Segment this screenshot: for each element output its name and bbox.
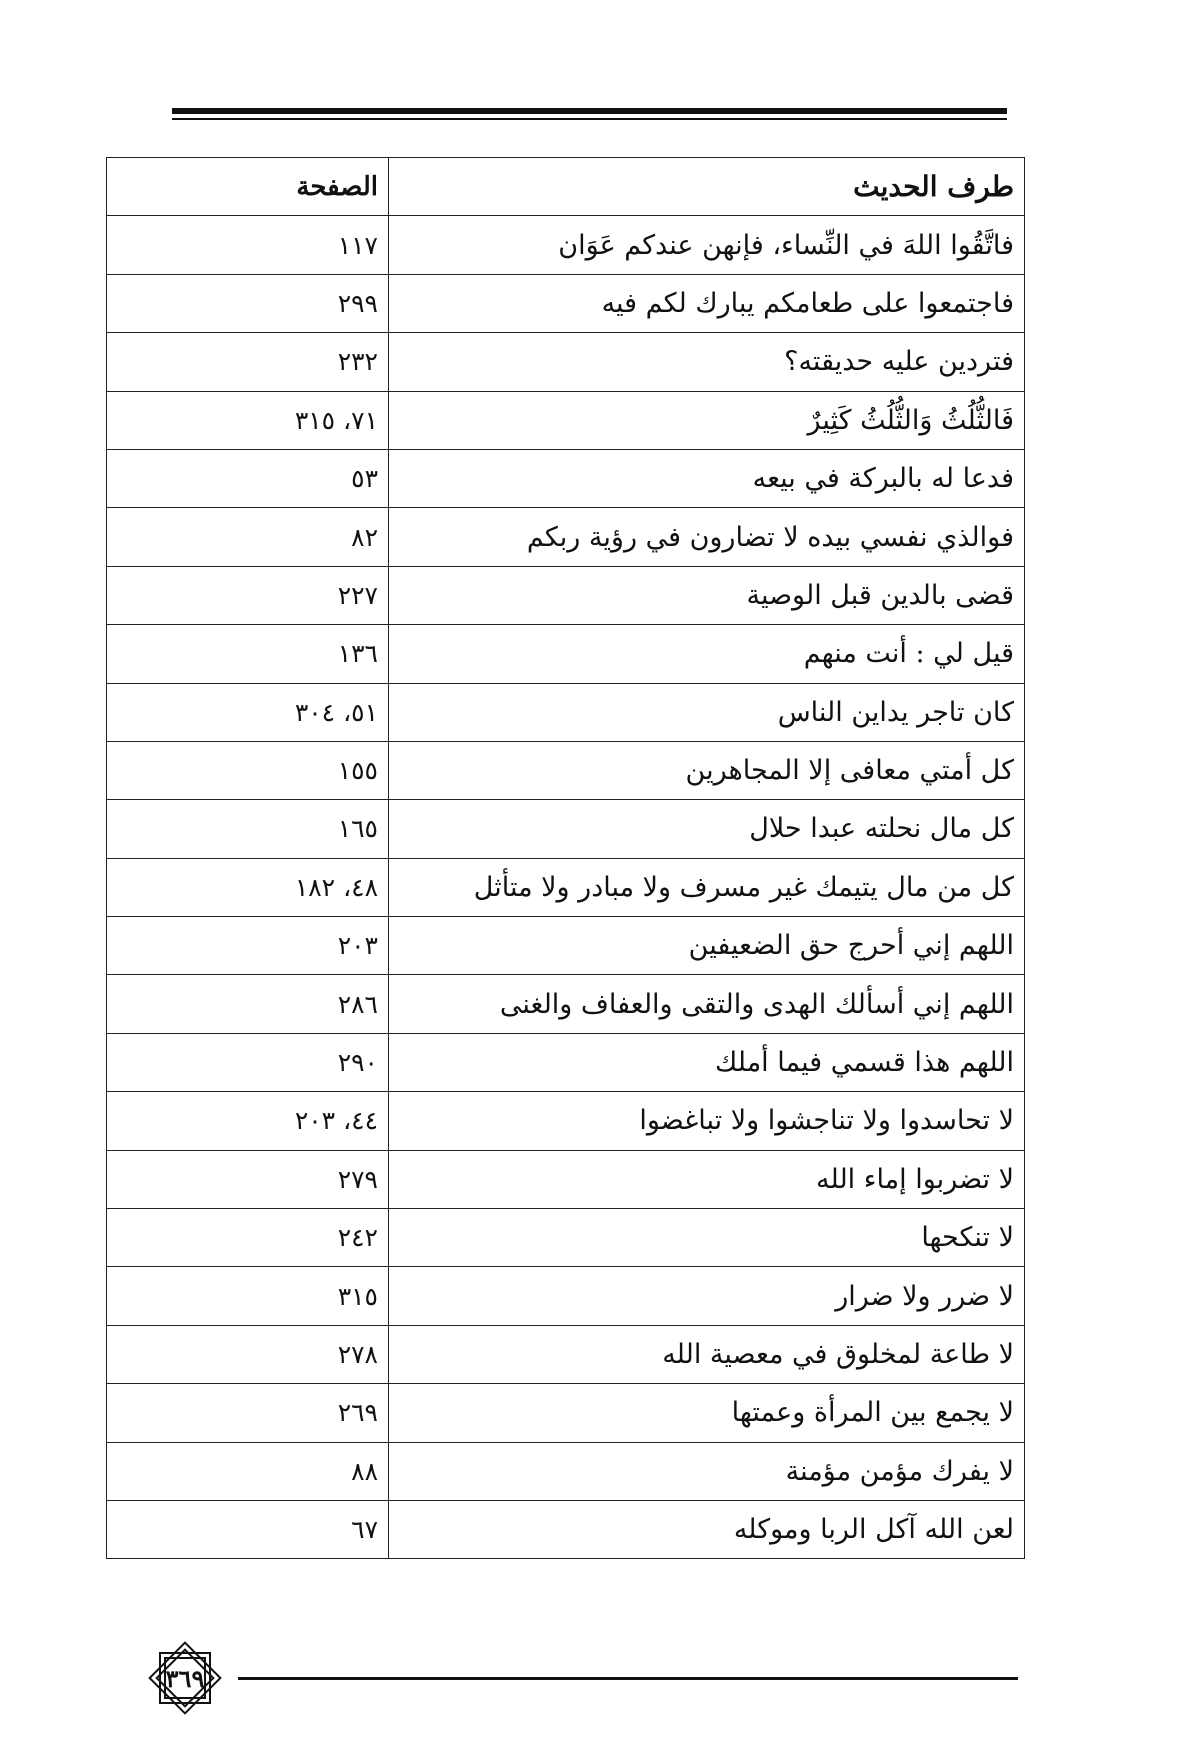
table-row <box>107 216 1025 274</box>
page-reference: ٤٤، ٢٠٣ <box>107 1092 389 1150</box>
page-reference: ٢٨٦ <box>107 975 389 1033</box>
hadith-text: كل من مال يتيمك غير مسرف ولا مبادر ولا متأثل <box>389 858 1025 916</box>
page-reference: ٨٨ <box>107 1442 389 1500</box>
bottom-rule <box>238 1677 1018 1680</box>
page-reference: ٢٤٢ <box>107 1209 389 1267</box>
table-row <box>107 741 1025 799</box>
hadith-text: لا يجمع بين المرأة وعمتها <box>389 1384 1025 1442</box>
hadith-text: لا يفرك مؤمن مؤمنة <box>389 1442 1025 1500</box>
table-row <box>107 625 1025 683</box>
page-reference: ٦٧ <box>107 1500 389 1558</box>
hadith-text: كل أمتي معافى إلا المجاهرين <box>389 741 1025 799</box>
hadith-text: قضى بالدين قبل الوصية <box>389 566 1025 624</box>
page-reference: ٧١، ٣١٥ <box>107 391 389 449</box>
hadith-index-table <box>106 157 1025 1559</box>
hadith-text: لا تنكحها <box>389 1209 1025 1267</box>
table-row <box>107 975 1025 1033</box>
hadith-text: قيل لي : أنت منهم <box>389 625 1025 683</box>
table-row <box>107 566 1025 624</box>
hadith-text: كان تاجر يداين الناس <box>389 683 1025 741</box>
page-reference: ١٣٦ <box>107 625 389 683</box>
table-row <box>107 508 1025 566</box>
hadith-text: اللهم إني أحرج حق الضعيفين <box>389 917 1025 975</box>
page-number: ٣٦٩ <box>165 1663 205 1693</box>
page-reference: ٢٩٩ <box>107 274 389 332</box>
page-reference: ٥٣ <box>107 449 389 507</box>
table-row <box>107 1384 1025 1442</box>
table-row <box>107 391 1025 449</box>
table-row <box>107 917 1025 975</box>
page-reference: ٨٢ <box>107 508 389 566</box>
page-reference: ٢٢٧ <box>107 566 389 624</box>
hadith-text: اللهم إني أسألك الهدى والتقى والعفاف والغنى <box>389 975 1025 1033</box>
table-row <box>107 858 1025 916</box>
page-reference: ٢٧٨ <box>107 1325 389 1383</box>
hadith-text: كل مال نحلته عبدا حلال <box>389 800 1025 858</box>
page-reference: ٢٣٢ <box>107 333 389 391</box>
table-header-row <box>107 158 1025 216</box>
top-double-rule <box>172 108 1007 122</box>
table-row <box>107 1325 1025 1383</box>
page-reference: ١٥٥ <box>107 741 389 799</box>
table-row <box>107 800 1025 858</box>
top-rule-thick <box>172 108 1007 114</box>
header-page: الصفحة <box>107 158 389 216</box>
table-row <box>107 274 1025 332</box>
top-rule-thin <box>172 118 1007 120</box>
page-reference: ٣١٥ <box>107 1267 389 1325</box>
hadith-text: فاتَّقُوا اللهَ في النِّساء، فإنهن عندكم عَوَان <box>389 216 1025 274</box>
table-row <box>107 1267 1025 1325</box>
hadith-text: لا تضربوا إماء الله <box>389 1150 1025 1208</box>
page-number-badge <box>140 1633 230 1723</box>
page-reference: ٢٦٩ <box>107 1384 389 1442</box>
table-row <box>107 1500 1025 1558</box>
table-row <box>107 1209 1025 1267</box>
hadith-text: لعن الله آكل الربا وموكله <box>389 1500 1025 1558</box>
hadith-text: لا ضرر ولا ضرار <box>389 1267 1025 1325</box>
hadith-text: لا طاعة لمخلوق في معصية الله <box>389 1325 1025 1383</box>
hadith-text: اللهم هذا قسمي فيما أملك <box>389 1033 1025 1091</box>
page-reference: ٢٧٩ <box>107 1150 389 1208</box>
hadith-text: لا تحاسدوا ولا تناجشوا ولا تباغضوا <box>389 1092 1025 1150</box>
table-row <box>107 1092 1025 1150</box>
hadith-text: فتردين عليه حديقته؟ <box>389 333 1025 391</box>
table-row <box>107 683 1025 741</box>
hadith-text: فدعا له بالبركة في بيعه <box>389 449 1025 507</box>
hadith-text: فوالذي نفسي بيده لا تضارون في رؤية ربكم <box>389 508 1025 566</box>
table-row <box>107 1442 1025 1500</box>
page-reference: ٤٨، ١٨٢ <box>107 858 389 916</box>
page-reference: ١١٧ <box>107 216 389 274</box>
hadith-text: فاجتمعوا على طعامكم يبارك لكم فيه <box>389 274 1025 332</box>
header-hadith: طرف الحديث <box>389 158 1025 216</box>
table-row <box>107 1033 1025 1091</box>
page-reference: ٢٩٠ <box>107 1033 389 1091</box>
table-row <box>107 449 1025 507</box>
page-reference: ١٦٥ <box>107 800 389 858</box>
hadith-text: فَالثُّلُثُ وَالثُّلُثُ كَثِيرٌ <box>389 391 1025 449</box>
page-reference: ٥١، ٣٠٤ <box>107 683 389 741</box>
page-reference: ٢٠٣ <box>107 917 389 975</box>
table-row <box>107 333 1025 391</box>
table-row <box>107 1150 1025 1208</box>
